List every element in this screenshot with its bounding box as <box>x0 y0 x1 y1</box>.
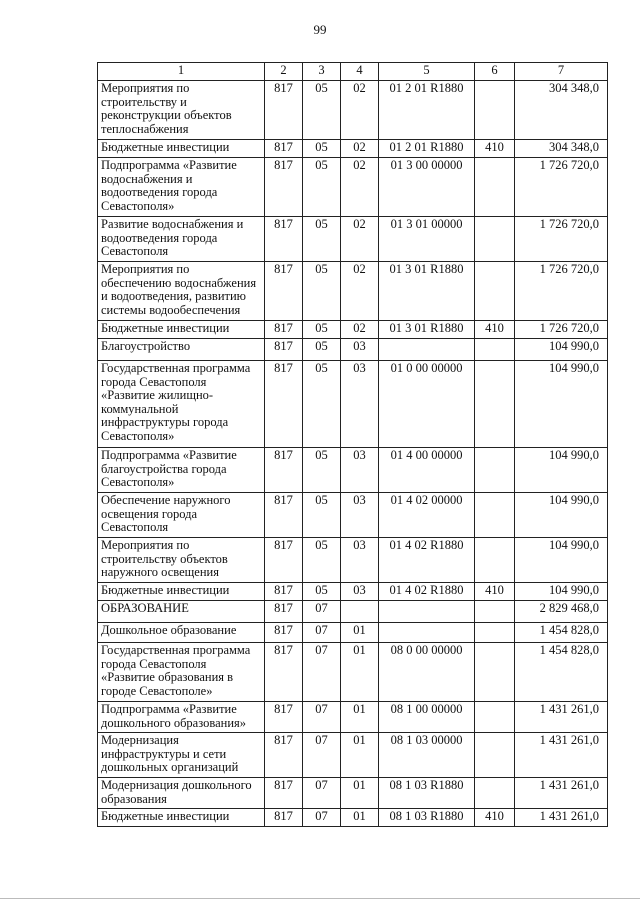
row-name: Бюджетные инвестиции <box>98 809 265 827</box>
row-code-subsection: 01 <box>341 733 379 778</box>
table-row <box>98 321 608 339</box>
header-col-5: 5 <box>379 63 475 81</box>
row-name: Бюджетные инвестиции <box>98 140 265 158</box>
page-number: 99 <box>313 22 327 37</box>
row-name: Бюджетные инвестиции <box>98 321 265 339</box>
row-code-subsection: 02 <box>341 158 379 217</box>
row-code-expense-type <box>475 158 515 217</box>
row-amount: 1 726 720,0 <box>515 158 608 217</box>
row-amount: 1 431 261,0 <box>515 702 608 733</box>
row-name: Обеспечение наружного освещения города Севастополя <box>98 493 265 538</box>
row-code-ministry: 817 <box>265 140 303 158</box>
row-amount: 104 990,0 <box>515 339 608 361</box>
row-code-ministry: 817 <box>265 493 303 538</box>
row-code-target <box>379 601 475 623</box>
row-amount: 304 348,0 <box>515 81 608 140</box>
table-row <box>98 361 608 448</box>
row-code-expense-type <box>475 448 515 493</box>
row-code-target: 01 2 01 R1880 <box>379 81 475 140</box>
row-code-expense-type: 410 <box>475 583 515 601</box>
row-code-ministry: 817 <box>265 778 303 809</box>
row-code-section: 05 <box>303 321 341 339</box>
table-row <box>98 448 608 493</box>
table-row <box>98 81 608 140</box>
row-code-ministry: 817 <box>265 643 303 702</box>
row-code-ministry: 817 <box>265 538 303 583</box>
row-amount: 304 348,0 <box>515 140 608 158</box>
row-code-subsection: 01 <box>341 809 379 827</box>
row-code-section: 05 <box>303 361 341 448</box>
row-code-section: 05 <box>303 81 341 140</box>
row-name: Модернизация инфраструктуры и сети дошкольных организаций <box>98 733 265 778</box>
row-code-target: 01 4 02 00000 <box>379 493 475 538</box>
row-amount: 104 990,0 <box>515 448 608 493</box>
row-code-expense-type: 410 <box>475 321 515 339</box>
row-code-ministry: 817 <box>265 448 303 493</box>
row-code-expense-type <box>475 339 515 361</box>
row-code-section: 05 <box>303 493 341 538</box>
row-name: Бюджетные инвестиции <box>98 583 265 601</box>
row-code-target: 08 1 00 00000 <box>379 702 475 733</box>
header-col-4: 4 <box>341 63 379 81</box>
row-code-subsection: 01 <box>341 623 379 643</box>
row-name: Модернизация дошкольного образования <box>98 778 265 809</box>
row-amount: 104 990,0 <box>515 538 608 583</box>
table-row <box>98 643 608 702</box>
row-code-target: 01 3 00 00000 <box>379 158 475 217</box>
row-code-expense-type <box>475 643 515 702</box>
row-code-target: 08 1 03 00000 <box>379 733 475 778</box>
header-col-3: 3 <box>303 63 341 81</box>
table-row <box>98 217 608 262</box>
row-code-ministry: 817 <box>265 702 303 733</box>
table-row <box>98 140 608 158</box>
row-code-ministry: 817 <box>265 361 303 448</box>
table-row <box>98 733 608 778</box>
row-amount: 2 829 468,0 <box>515 601 608 623</box>
row-code-section: 05 <box>303 583 341 601</box>
row-code-section: 05 <box>303 538 341 583</box>
row-code-ministry: 817 <box>265 623 303 643</box>
row-amount: 1 431 261,0 <box>515 809 608 827</box>
table-row <box>98 702 608 733</box>
table-row <box>98 809 608 827</box>
row-code-expense-type <box>475 702 515 733</box>
row-amount: 1 454 828,0 <box>515 623 608 643</box>
row-name: Государственная программа города Севастополя «Развитие жилищно-коммунальной инфраструктуры города Севастополя» <box>98 361 265 448</box>
row-name: Развитие водоснабжения и водоотведения города Севастополя <box>98 217 265 262</box>
row-amount: 104 990,0 <box>515 493 608 538</box>
row-name: Государственная программа города Севастополя «Развитие образования в городе Севастополе» <box>98 643 265 702</box>
row-code-expense-type <box>475 217 515 262</box>
row-code-subsection: 03 <box>341 538 379 583</box>
page-edge-line <box>0 898 640 899</box>
row-code-expense-type <box>475 778 515 809</box>
row-name: Подпрограмма «Развитие благоустройства города Севастополя» <box>98 448 265 493</box>
row-code-ministry: 817 <box>265 601 303 623</box>
row-code-subsection: 03 <box>341 339 379 361</box>
row-name: ОБРАЗОВАНИЕ <box>98 601 265 623</box>
row-amount: 104 990,0 <box>515 583 608 601</box>
row-code-section: 07 <box>303 643 341 702</box>
row-name: Подпрограмма «Развитие дошкольного образования» <box>98 702 265 733</box>
row-code-subsection <box>341 601 379 623</box>
row-code-expense-type <box>475 623 515 643</box>
header-col-7: 7 <box>515 63 608 81</box>
row-name: Благоустройство <box>98 339 265 361</box>
row-code-subsection: 03 <box>341 493 379 538</box>
row-amount: 1 431 261,0 <box>515 778 608 809</box>
row-code-ministry: 817 <box>265 809 303 827</box>
table-row <box>98 623 608 643</box>
table-row <box>98 538 608 583</box>
row-code-section: 05 <box>303 158 341 217</box>
row-code-subsection: 02 <box>341 81 379 140</box>
row-code-subsection: 02 <box>341 217 379 262</box>
row-code-ministry: 817 <box>265 158 303 217</box>
header-col-2: 2 <box>265 63 303 81</box>
row-amount: 1 454 828,0 <box>515 643 608 702</box>
row-code-ministry: 817 <box>265 81 303 140</box>
row-code-target: 01 3 01 00000 <box>379 217 475 262</box>
row-code-ministry: 817 <box>265 321 303 339</box>
header-col-1: 1 <box>98 63 265 81</box>
row-code-ministry: 817 <box>265 262 303 321</box>
row-amount: 1 726 720,0 <box>515 321 608 339</box>
row-name: Мероприятия по строительству и реконструкции объектов теплоснабжения <box>98 81 265 140</box>
table-header-row <box>98 63 608 81</box>
row-name: Мероприятия по строительству объектов наружного освещения <box>98 538 265 583</box>
row-code-subsection: 02 <box>341 262 379 321</box>
row-code-subsection: 01 <box>341 702 379 733</box>
row-code-target: 01 0 00 00000 <box>379 361 475 448</box>
row-code-target: 01 4 02 R1880 <box>379 538 475 583</box>
row-code-section: 05 <box>303 262 341 321</box>
row-code-section: 05 <box>303 339 341 361</box>
row-code-subsection: 03 <box>341 361 379 448</box>
row-code-subsection: 02 <box>341 140 379 158</box>
table-row <box>98 262 608 321</box>
table-row <box>98 601 608 623</box>
row-code-target <box>379 339 475 361</box>
row-code-subsection: 01 <box>341 643 379 702</box>
row-name: Дошкольное образование <box>98 623 265 643</box>
row-code-target: 08 1 03 R1880 <box>379 778 475 809</box>
row-code-target <box>379 623 475 643</box>
row-code-expense-type <box>475 262 515 321</box>
row-amount: 1 726 720,0 <box>515 262 608 321</box>
row-code-subsection: 02 <box>341 321 379 339</box>
row-code-expense-type <box>475 81 515 140</box>
row-code-section: 07 <box>303 778 341 809</box>
row-code-target: 08 0 00 00000 <box>379 643 475 702</box>
table-row <box>98 339 608 361</box>
table-row <box>98 583 608 601</box>
table-row <box>98 158 608 217</box>
row-code-section: 07 <box>303 733 341 778</box>
row-amount: 1 726 720,0 <box>515 217 608 262</box>
row-code-section: 07 <box>303 623 341 643</box>
table-row <box>98 778 608 809</box>
row-code-expense-type <box>475 601 515 623</box>
row-code-section: 05 <box>303 448 341 493</box>
row-code-section: 07 <box>303 702 341 733</box>
row-code-subsection: 03 <box>341 448 379 493</box>
row-code-expense-type <box>475 493 515 538</box>
row-code-ministry: 817 <box>265 339 303 361</box>
row-code-target: 01 4 02 R1880 <box>379 583 475 601</box>
row-code-section: 07 <box>303 809 341 827</box>
row-code-expense-type: 410 <box>475 809 515 827</box>
row-code-ministry: 817 <box>265 217 303 262</box>
row-code-target: 01 4 00 00000 <box>379 448 475 493</box>
row-code-section: 05 <box>303 217 341 262</box>
row-amount: 1 431 261,0 <box>515 733 608 778</box>
row-code-subsection: 03 <box>341 583 379 601</box>
table-row <box>98 493 608 538</box>
row-code-section: 07 <box>303 601 341 623</box>
row-code-expense-type <box>475 538 515 583</box>
row-amount: 104 990,0 <box>515 361 608 448</box>
row-code-section: 05 <box>303 140 341 158</box>
row-name: Подпрограмма «Развитие водоснабжения и водоотведения города Севастополя» <box>98 158 265 217</box>
row-code-target: 01 2 01 R1880 <box>379 140 475 158</box>
table-body <box>98 81 608 827</box>
header-col-6: 6 <box>475 63 515 81</box>
row-code-ministry: 817 <box>265 733 303 778</box>
row-name: Мероприятия по обеспечению водоснабжения и водоотведения, развитию системы водообеспечения <box>98 262 265 321</box>
row-code-target: 01 3 01 R1880 <box>379 321 475 339</box>
budget-table <box>97 62 608 827</box>
row-code-target: 08 1 03 R1880 <box>379 809 475 827</box>
row-code-subsection: 01 <box>341 778 379 809</box>
row-code-ministry: 817 <box>265 583 303 601</box>
row-code-target: 01 3 01 R1880 <box>379 262 475 321</box>
row-code-expense-type: 410 <box>475 140 515 158</box>
row-code-expense-type <box>475 733 515 778</box>
row-code-expense-type <box>475 361 515 448</box>
